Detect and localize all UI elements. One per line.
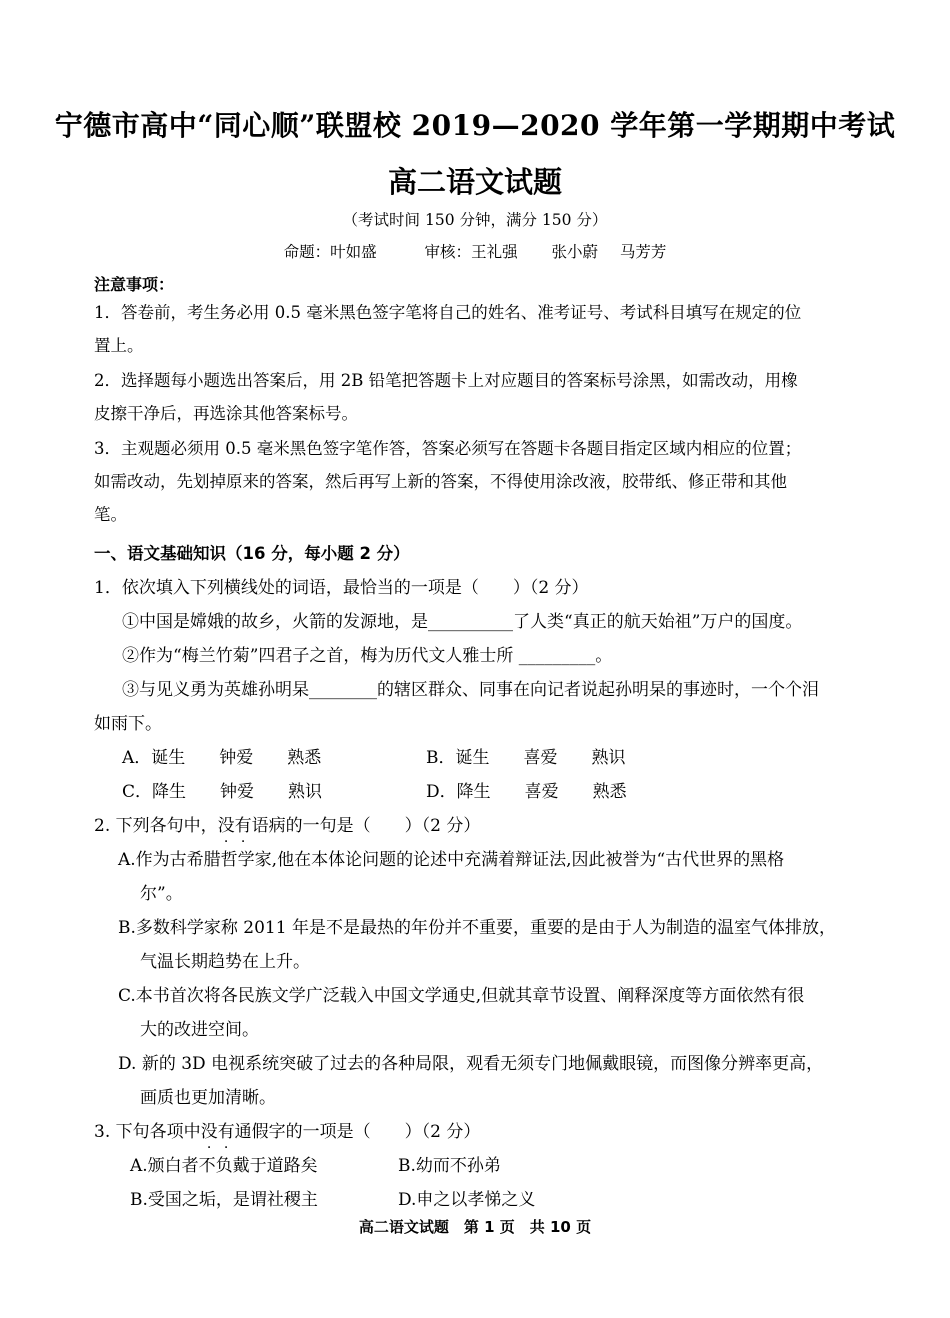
notice-heading: 注意事项：: [94, 275, 175, 294]
notice-item-3: [94, 432, 801, 531]
notice-item-2: [94, 364, 798, 430]
reviewer-name: 王礼强: [471, 243, 518, 261]
q2-option-c-cont: 大的改进空间。: [140, 1020, 259, 1040]
notice-line: 皮擦干净后，再选涂其他答案标号。: [94, 404, 358, 423]
q2-option-b-cont: 气温长期趋势在上升。: [140, 952, 310, 972]
q1-sentence-2: ②作为“梅兰竹菊”四君子之首，梅为历代文人雅士所 _________。: [122, 646, 613, 666]
reviewer-label: 审核：: [424, 243, 472, 261]
section-heading: 一、语文基础知识（16 分，每小题 2 分）: [94, 544, 410, 563]
notice-line: 2．选择题每小题选出答案后，用 2B 铅笔把答题卡上对应题目的答案标号涂黑，如需改动，用橡: [94, 371, 798, 390]
q3-stem-post: 通假字的一项是（ ）（2 分）: [234, 1122, 481, 1142]
q3-option-d: D.申之以孝悌之义: [398, 1190, 536, 1210]
q2-option-b: B.多数科学家称 2011 年是不是最热的年份并不重要，重要的是由于人为制造的温室气体排放，: [118, 918, 836, 938]
q1-sentence-1: ①中国是嫦娥的故乡，火箭的发源地，是__________了人类“真正的航天始祖”万户的国度。: [122, 612, 803, 632]
q1-option-d: D．降生 喜爱 熟悉: [426, 782, 627, 802]
q1-sentence-3: ③与见义勇为英雄孙明杲________的辖区群众、同事在向记者说起孙明杲的事迹时，一个个泪: [122, 680, 819, 700]
q1-option-a: A．诞生 钟爱 熟悉: [122, 748, 322, 768]
q2-option-a-cont: 尔”。: [140, 884, 183, 904]
q3-stem: [94, 1117, 480, 1142]
q2-stem: [94, 811, 480, 836]
reviewer-name: 马芳芳: [619, 243, 667, 261]
notice-line: 1．答卷前，考生务必用 0.5 毫米黑色签字笔将自己的姓名、准考证号、考试科目填写在规定的位: [94, 303, 802, 322]
exam-time-info: （考试时间 150 分钟，满分 150 分）: [342, 211, 608, 229]
exam-subtitle: 高二语文试题: [387, 165, 562, 199]
q3-option-b: B.幼而不孙弟: [398, 1156, 501, 1176]
q2-stem-post: 语病的一句是（ ）（2 分）: [251, 816, 481, 836]
emphasis-char: 没: [200, 1122, 218, 1142]
q2-option-d-cont: 画质也更加清晰。: [140, 1088, 276, 1108]
q1-stem: 1．依次填入下列横线处的词语，最恰当的一项是（ ）（2 分）: [94, 578, 589, 598]
notice-item-1: [94, 296, 801, 362]
exam-title: 宁德市高中“同心顺”联盟校 2019—2020 学年第一学期期中考试: [54, 109, 896, 142]
q2-option-a: A.作为古希腊哲学家,他在本体论问题的论述中充满着辩证法,因此被誉为“古代世界的黑格: [118, 850, 785, 870]
notice-line: 置上。: [94, 336, 144, 355]
notice-line: 如需改动，先划掉原来的答案，然后再写上新的答案，不得使用涂改液，胶带纸、修正带和其他: [94, 472, 787, 491]
q2-stem-pre: 2. 下列各句中，: [94, 816, 218, 836]
q3-option-a: A.颁白者不负戴于道路矣: [130, 1156, 318, 1176]
setter-label: 命题：: [283, 243, 331, 261]
q1-sentence-3-cont: 如雨下。: [94, 714, 162, 734]
q2-option-c: C.本书首次将各民族文学广泛载入中国文学通史,但就其章节设置、阐释深度等方面依然有很: [118, 986, 805, 1006]
q3-option-c: B.受国之垢，是谓社稷主: [130, 1190, 318, 1210]
notice-line: 3．主观题必须用 0.5 毫米黑色签字笔作答，答案必须写在答题卡各题目指定区域内相应的位置；: [94, 439, 802, 458]
emphasis-char: 有: [217, 1122, 235, 1142]
emphasis-char: 没: [217, 816, 235, 836]
emphasis-char: 有: [234, 816, 252, 836]
page-footer: 高二语文试题 第 1 页 共 10 页: [358, 1218, 592, 1236]
q2-option-d: D. 新的 3D 电视系统突破了过去的各种局限，观看无须专门地佩戴眼镜，而图像分辨率更高，: [118, 1054, 824, 1074]
notice-line: 笔。: [94, 505, 127, 524]
q1-option-c: C．降生 钟爱 熟识: [122, 782, 323, 802]
setter-name: 叶如盛: [330, 243, 377, 261]
q3-stem-pre: 3. 下句各项中: [94, 1122, 201, 1142]
reviewer-name: 张小蔚: [551, 243, 598, 261]
author-line: [0, 240, 950, 262]
q1-option-b: B．诞生 喜爱 熟识: [426, 748, 626, 768]
